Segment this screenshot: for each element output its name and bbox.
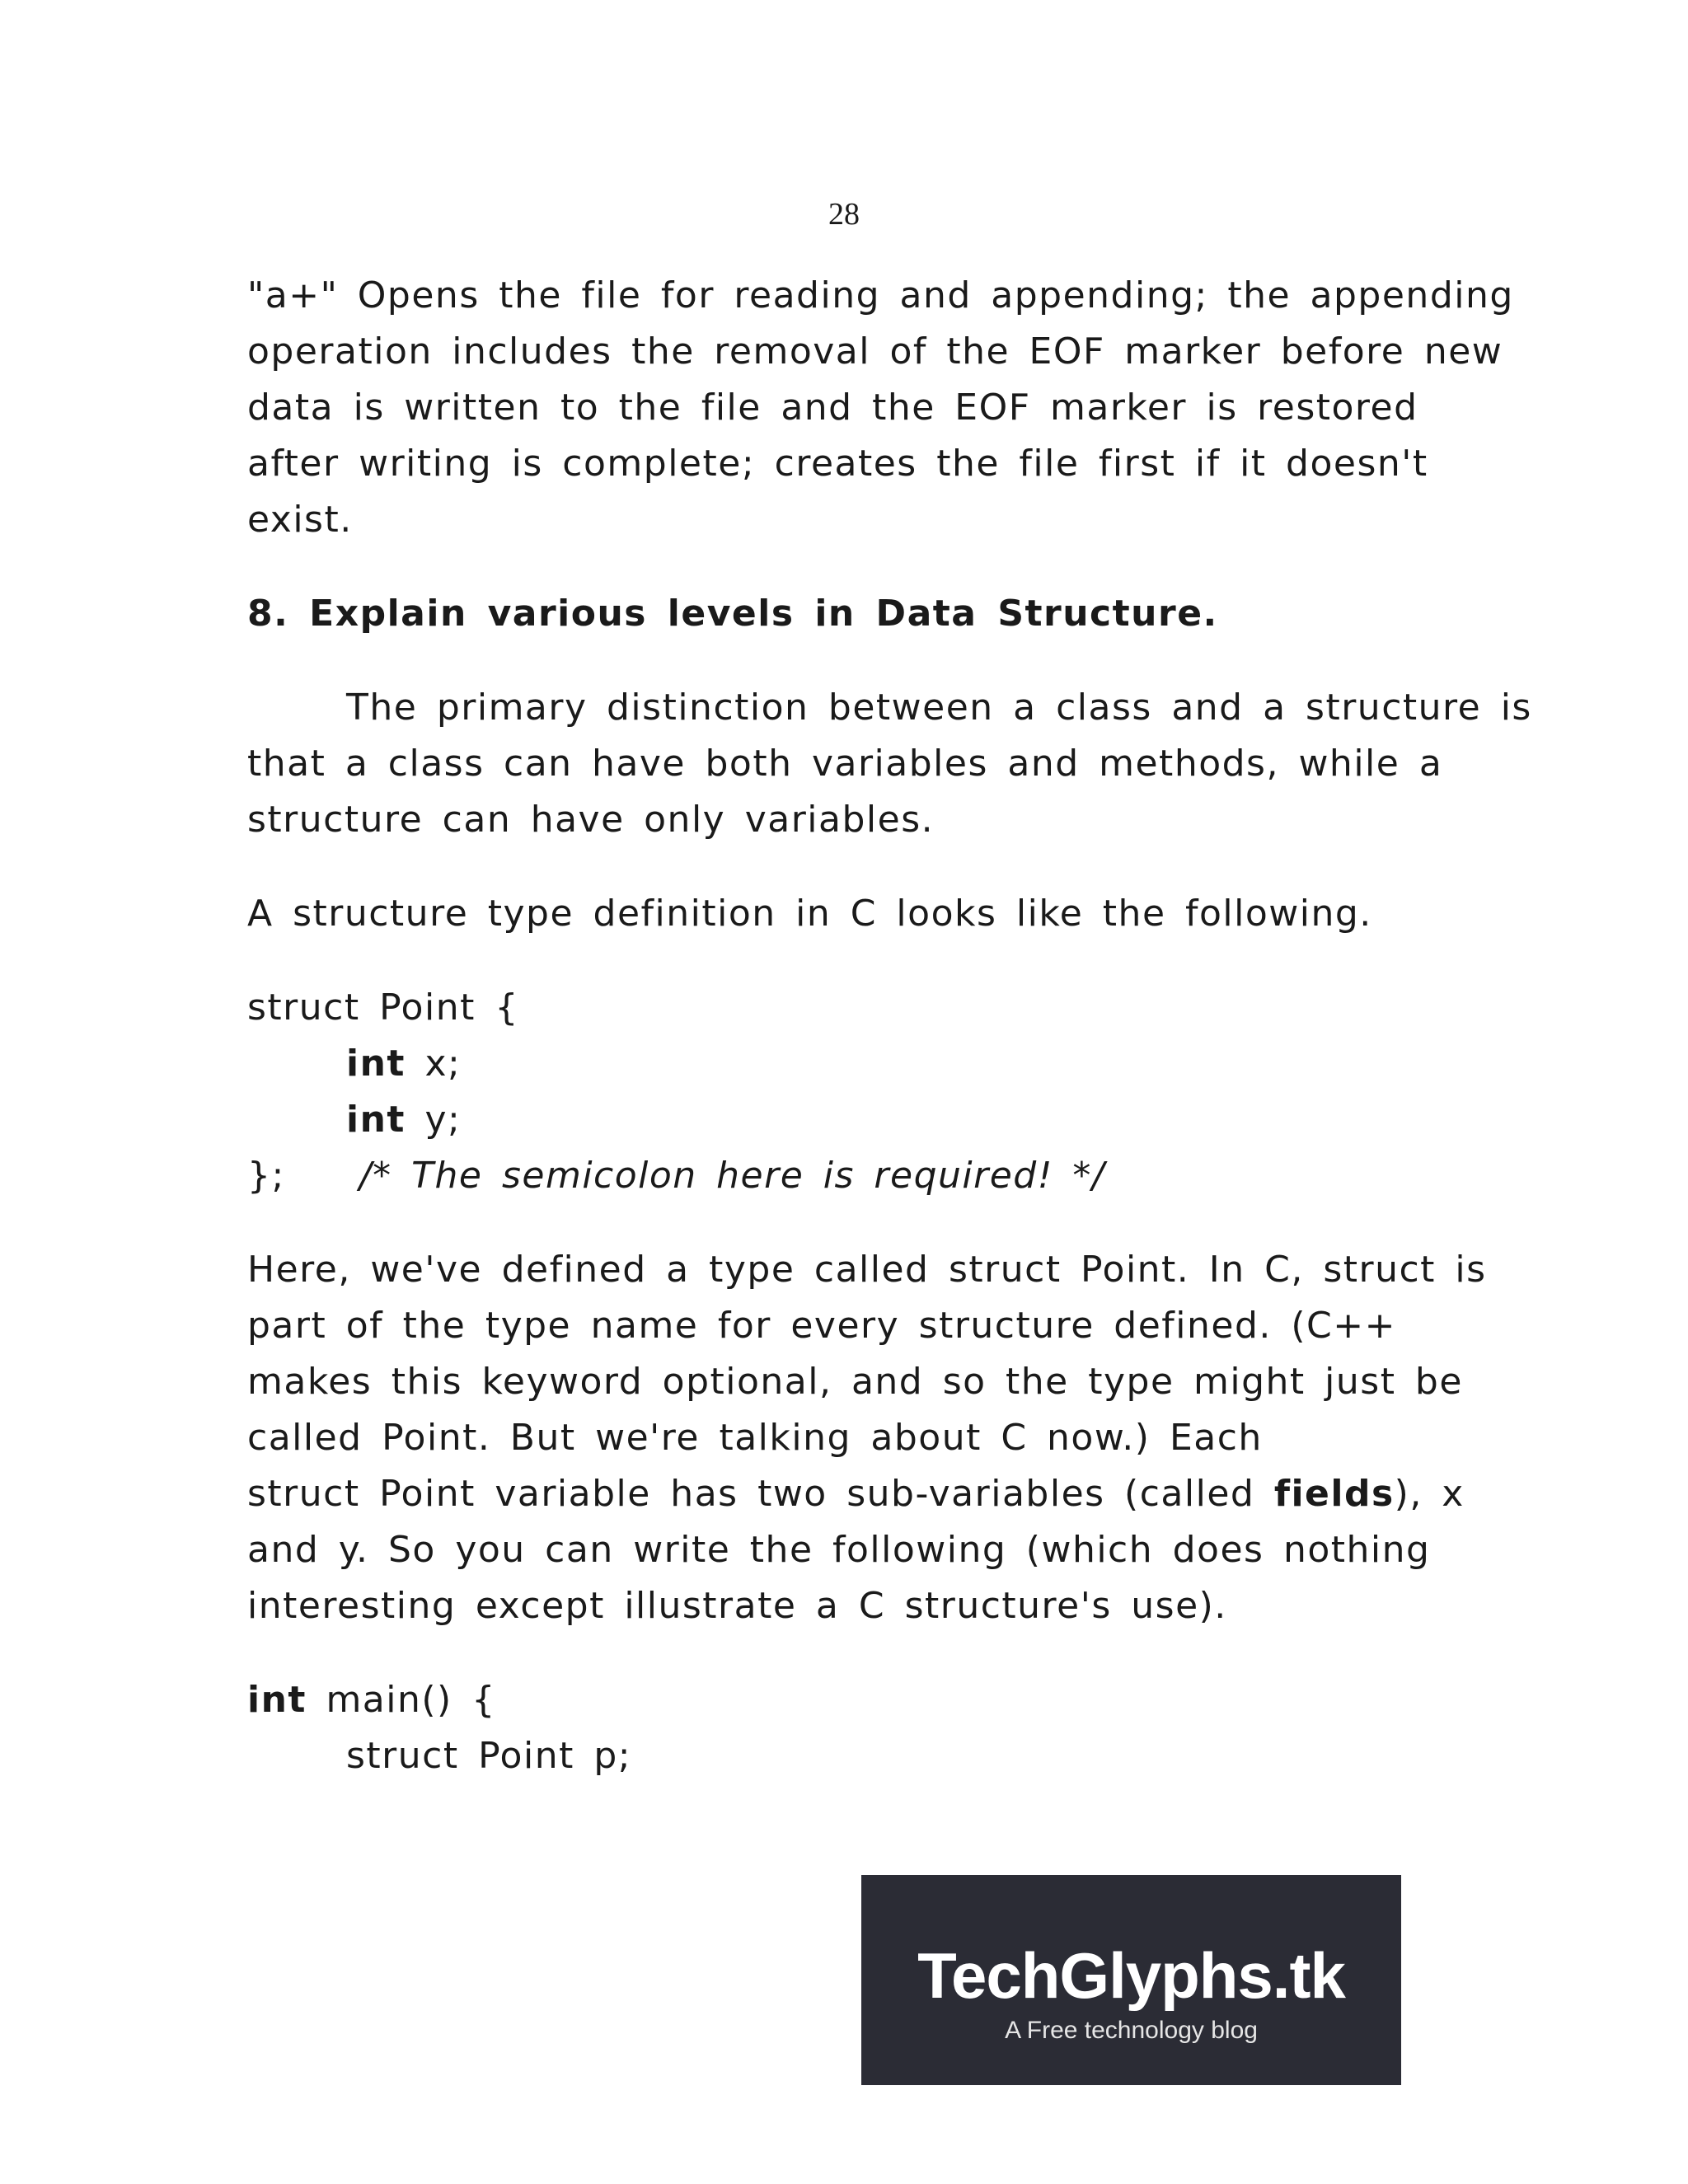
paragraph-line: called Point. But we're talking about C now.) Each	[247, 1417, 1263, 1459]
paragraph-line: A structure type definition in C looks like the following.	[247, 893, 1372, 935]
code-text: main() {	[306, 1679, 496, 1721]
term-fields: fields	[1273, 1473, 1395, 1515]
code-keyword: int	[346, 1043, 406, 1085]
paragraph-line: after writing is complete; creates the file first if it doesn't	[247, 443, 1428, 485]
code-line	[247, 1092, 1451, 1148]
logo-tagline: A Free technology blog	[1005, 2017, 1258, 2044]
page-number: 28	[828, 197, 860, 232]
code-line	[247, 1672, 1451, 1728]
code-line: struct Point p;	[346, 1735, 632, 1777]
paragraph-line: "a+" Opens the file for reading and appending; the appending	[247, 274, 1514, 316]
section-heading: 8. Explain various levels in Data Structure.	[247, 593, 1218, 635]
code-text: x;	[405, 1043, 462, 1085]
code-keyword: int	[346, 1099, 406, 1141]
paragraph-line: that a class can have both variables and methods, while a	[247, 743, 1443, 785]
paragraph-line: The primary distinction between a class and a structure is	[346, 687, 1532, 729]
paragraph-line: data is written to the file and the EOF marker is restored	[247, 387, 1418, 429]
code-text: };	[247, 1155, 285, 1197]
paragraph-line: and y. So you can write the following (which does nothing	[247, 1529, 1431, 1571]
paragraph-line: interesting except illustrate a C structure's use).	[247, 1585, 1227, 1627]
paragraph-line: part of the type name for every structure defined. (C++	[247, 1305, 1396, 1347]
paragraph-line: Here, we've defined a type called struct Point. In C, struct is	[247, 1249, 1487, 1291]
code-line: struct Point {	[247, 987, 519, 1029]
logo-title: TechGlyphs.tk	[917, 1939, 1345, 2012]
code-comment: /* The semicolon here is required! */	[359, 1155, 1106, 1197]
code-line	[247, 1148, 1451, 1204]
techglyphs-logo	[861, 1875, 1401, 2085]
paragraph-text: struct Point variable has two sub-variables (called	[247, 1473, 1274, 1515]
code-text: y;	[405, 1099, 462, 1141]
code-line	[247, 1036, 1451, 1092]
paragraph-text: ), x	[1394, 1473, 1465, 1515]
code-keyword: int	[247, 1679, 307, 1721]
paragraph-line: operation includes the removal of the EOF marker before new	[247, 330, 1503, 373]
page-content	[247, 268, 1532, 1784]
paragraph-line: exist.	[247, 499, 353, 541]
paragraph-line	[247, 1466, 1465, 1522]
paragraph-line: makes this keyword optional, and so the type might just be	[247, 1361, 1463, 1403]
paragraph-line: structure can have only variables.	[247, 799, 935, 841]
